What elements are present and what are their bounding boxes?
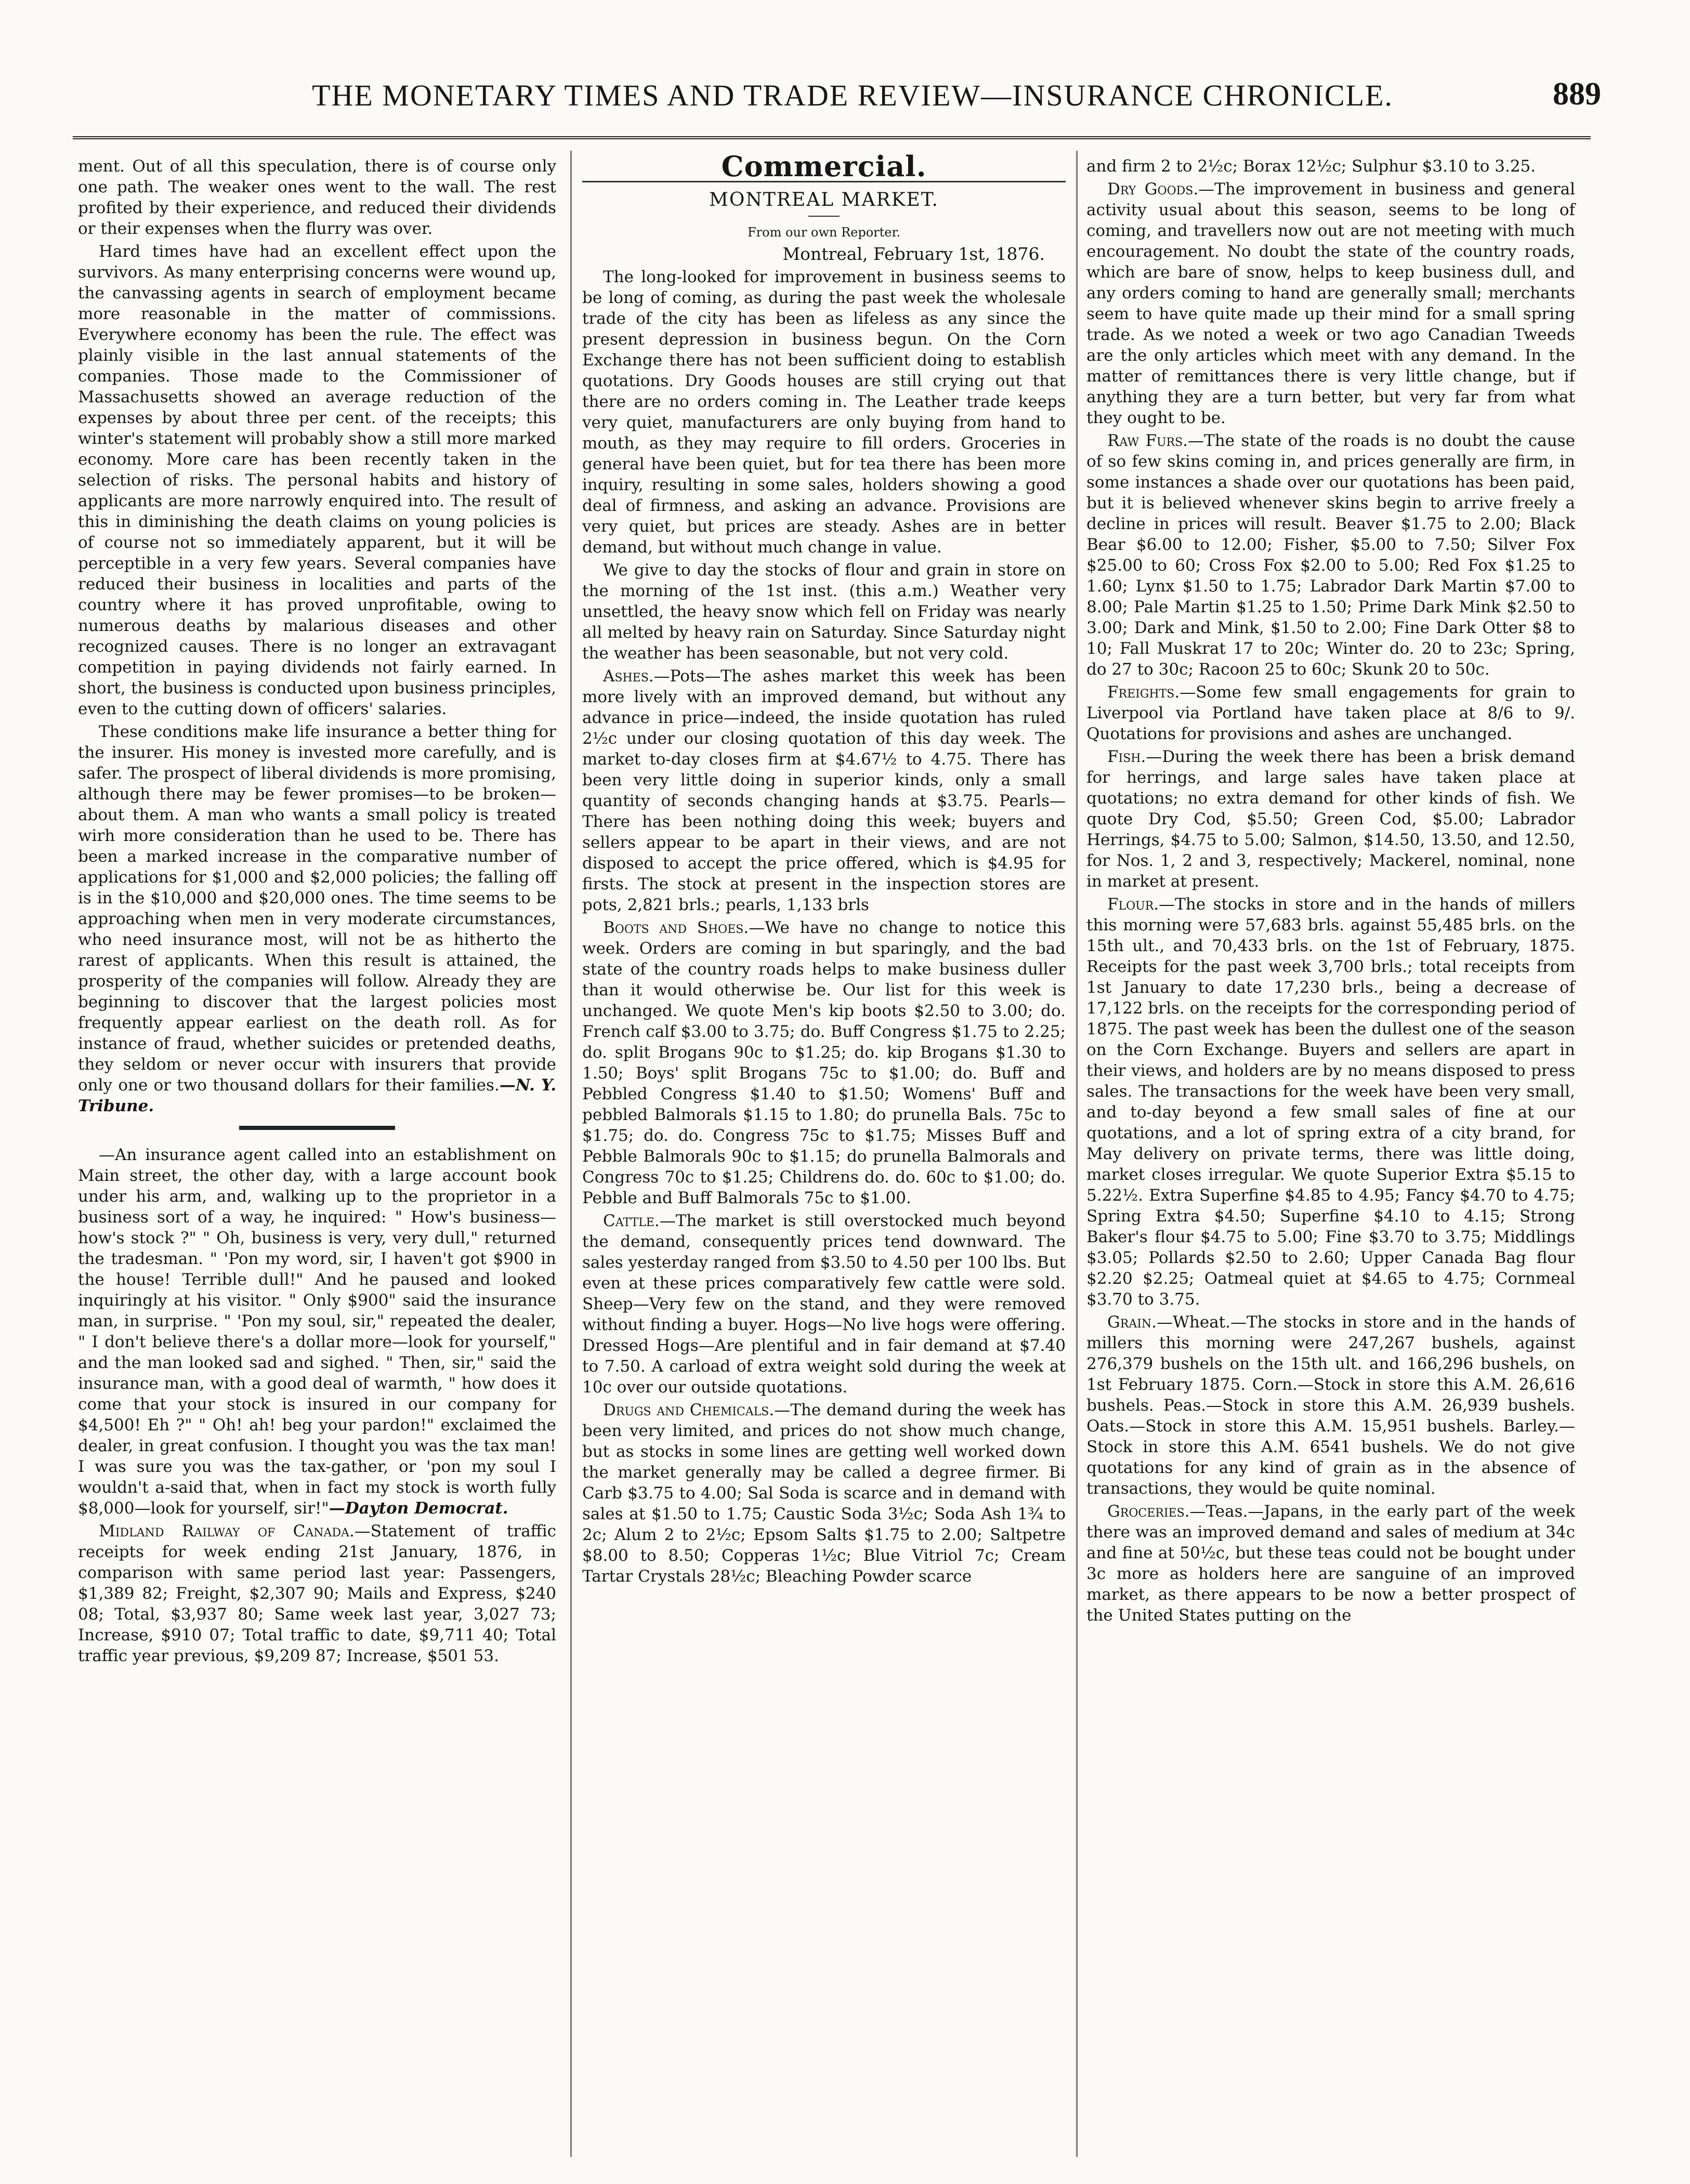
section-title: Commercial. [721,150,927,183]
paragraph [582,917,1066,1208]
paragraph [1086,1501,1575,1626]
paragraph-text: These conditions make life insurance a better thing for the insurer. His money is invested more carefully, and is safer. The prospect of liberal dividends is more promising, although there may be fewer promises—to be broken—about them. A man who wants a small policy is treated wirh more consideration than he used to be. There has been a marked increase in the comparative number of applications for $1,000 and $2,000 policies; the falling off is in the $10,000 and $20,000 ones. The time seems to be approaching when men in very moderate circumstances, who need insurance most, will not be as hitherto the rarest of applicants. When this result is attained, the prosperity of the companies will follow. Already they are beginning to discover that the largest policies most frequently appear earliest on the death roll. As for instance of fraud, whether suicides or pretended deaths, they seldom or never occur with insurers that provide only one or two thousand dollars for their families. [78,722,556,1095]
running-title: THE MONETARY TIMES AND TRADE REVIEW—INSURANCE CHRONICLE. [312,78,1393,112]
paragraph-text: —The demand during the week has been very limited, and prices do not show much change, but as stocks in some lines are getting well worked down the market generally may be called a degree firmer. Bi Carb $3.75 to 4.00; Sal Soda is scarce and in demand with sales at $1.50 to 1.75; Caustic Soda 3½c; Soda Ash 1¾ to 2c; Alum 2 to 2½c; Epsom Salts $1.75 to 2.00; Saltpetre $8.00 to 8.50; Copperas 1½c; Blue Vitriol 7c; Cream Tartar Crystals 28½c; Bleaching Powder scarce [582,1401,1066,1586]
paragraph-text: —Statement of traffic receipts for week ending 21st January, 1876, in comparison with same period last year: Passengers, $1,389 82; Freight, $2,307 90; Mails and Express, $240 08; Total, $3,937 80; Same week last year, 3,027 73; Increase, $910 07; Total traffic to date, $9,711 40; Total traffic year previous, $9,209 87; Increase, $501 53. [78,1522,556,1665]
paragraph: ment. Out of all this speculation, there is of course only one path. The weaker ones went to the wall. The rest profited by their experience, and reduced their dividends or their expenses when the flurry was over. [78,157,556,238]
column-divider [1076,151,1078,2157]
paragraph-text: —Pots—The ashes market this week has been more lively with an improved demand, but without any advance in price—indeed, the inside quotation has ruled 2½c under our closing quotation of this day week. The market to-day closes firm at $4.67½ to 4.75. There has been very little doing in superior kinds, only a small quantity of seconds changing hands at $3.75. Pearls—There has been nothing doing this week; buyers and sellers appear to be apart in their views, and are not disposed to accept the price offered, which is $4.95 for firsts. The stock at present in the inspection stores are pots, 2,821 brls.; pearls, 1,133 brls [582,667,1066,914]
source-credit: —N. Y. Tribune. [78,1076,556,1115]
source-credit: —Dayton Democrat. [329,1499,508,1518]
paragraph-text: —During the week there has been a brisk demand for herrings, and large sales have taken place at quotations; no extra demand for other kinds of fish. We quote Dry Cod, $5.50; Green Cod, $5.00; Labrador Herrings, $4.75 to 5.00; Salmon, $14.50, 13.50, and 12.50, for Nos. 1, 2 and 3, respectively; Mackerel, nominal, none in market at present. [1086,747,1575,891]
run-in-heading: Raw Furs. [1107,431,1188,450]
paragraph [1086,746,1575,892]
run-in-heading: Midland Railway of Canada. [99,1522,355,1541]
paragraph [1086,179,1575,428]
paragraph [582,666,1066,915]
paragraph [1086,1312,1575,1499]
paragraph [78,1144,556,1519]
run-in-heading: Boots and Shoes. [603,918,749,937]
paragraph-text: —Teas.—Japans, in the early part of the week there was an improved demand and sales of medium at 34c and fine at 50½c, but these teas could not be bought under 3c more as holders here are sanguine of an improved market, as there appears to be now a better prospect of the United States putting on the [1086,1502,1575,1625]
paragraph: We give to day the stocks of flour and grain in store on the morning of the 1st inst. (this a.m.) Weather very unsettled, the heavy snow which fell on Friday was nearly all melted by heavy rain on Saturday. Since Saturday night the weather has been seasonable, but not very cold. [582,561,1066,663]
column-3 [1086,156,1575,1628]
paragraph [1086,430,1575,680]
paragraph: Hard times have had an excellent effect upon the survivors. As many enterprising concerns were wound up, the canvassing agents in search of employment became more reasonable in the matter of commissions. Everywhere economy has been the rule. The effect was plainly visible in the last annual statements of the companies. Those made to the Commissioner of Massachusetts showed an average reduction of the expenses by about three per cent. of the receipts; this winter's statement will probably show a still more marked economy. More care has been recently taken in the selection of risks. The personal habits and history of applicants are more narrowly enquired into. The result of this in diminishing the death claims on young policies is of course not so immediately apparent, but it will be perceptible in a very few years. Several companies have reduced their business in localities and parts of the country where it has proved unprofitable, owing to numerous deaths by malarious diseases and other recognized causes. There is no longer an extravagant competition in paying dividends not fairly earned. In short, the business is conducted upon business principles, even to the cutting down of officers' salaries. [78,242,556,718]
run-in-heading: Dry Goods. [1107,180,1199,199]
run-in-heading: Fish. [1107,747,1146,766]
paragraph-text: —The market is still overstocked much beyond the demand, consequently prices tend downward. The sales yesterday ranged from $3.50 to 4.50 per 100 lbs. But even at these prices comparatively few cattle were sold. Sheep—Very few on the stand, and they were removed without finding a buyer. Hogs—No live hogs were offering. Dressed Hogs—Are plentiful and in fair demand at $7.40 to 7.50. A carload of extra weight sold during the week at 10c over our outside quotations. [582,1212,1066,1397]
paragraph [1086,894,1575,1310]
run-in-heading: Cattle. [603,1212,660,1230]
byline: From our own Reporter. [748,225,900,240]
run-in-heading: Drugs and Chemicals. [603,1401,775,1419]
page-number: 889 [1553,76,1601,112]
run-in-heading: Groceries. [1107,1502,1190,1521]
paragraph [582,1211,1066,1398]
paragraph [78,721,556,1116]
paragraph [1086,682,1575,744]
run-in-heading: Freights. [1107,683,1180,702]
column-1 [78,156,556,1668]
paragraph-text: —We have no change to notice this week. Orders are coming in but sparingly, and the bad state of the country roads helps to make business duller than it would otherwise be. Our list for this week is unchanged. We quote Men's kip boots $2.50 to 3.00; do. French calf $3.00 to 3.75; do. Buff Congress $1.75 to 2.25; do. split Brogans 90c to $1.25; do. kip Brogans $1.30 to 1.50; Boys' split Brogans 75c to $1.00; do. Buff and Pebbled Congress $1.40 to $1.50; Womens' Buff and pebbled Balmorals $1.15 to 1.80; do prunella Bals. 75c to $1.75; do. do. Congress 75c to $1.75; Misses Buff and Pebble Balmorals 90c to $1.15; do prunella Balmorals and Congress 70c to $1.25; Childrens do. do. 60c to $1.00; do. Pebble and Buff Balmorals 75c to $1.00. [582,918,1066,1207]
header-rule [73,136,1591,139]
paragraph-text: —The stocks in store and in the hands of millers this morning were 57,683 brls. against 55,485 brls. on the 15th ult., and 70,433 brls. on the 1st of February, 1875. Receipts for the past week 3,700 brls.; total receipts from 1st January to date 17,230 brls., being a decrease of 17,122 brls. on the receipts for the corresponding period of 1875. The past week has been the dullest one of the season on the Corn Exchange. Buyers and sellers are apart in their views, and holders are by no means disposed to press sales. The transactions for the week have been very small, and to-day beyond a few small sales of fine at our quotations, and a lot of spring extra of a city brand, for May delivery on private terms, there was little doing, market closes irregular. We quote Superior Extra $5.15 to 5.22½. Extra Superfine $4.85 to 4.95; Fancy $4.70 to 4.75; Spring Extra $4.50; Superfine $4.10 to 4.15; Strong Baker's flour $4.75 to 5.00; Fine $3.70 to 3.75; Middlings $3.05; Pollards $2.50 to 2.60; Upper Canada Bag flour $2.20 $2.25; Oatmeal quiet at $4.65 to 4.75; Cornmeal $3.70 to 3.75. [1086,895,1575,1309]
run-in-heading: Flour. [1107,895,1159,914]
paragraph-text: —An insurance agent called into an establishment on Main street, the other day, with a large account book under his arm, and, walking up to the proprietor in a business sort of a way, he inquired: " How's business—how's stock ?" " Oh, business is very, very dull," returned the tradesman. " 'Pon my word, sir, I haven't got $900 in the house! Terrible dull!" And he paused and looked inquiringly at his visitor. " Only $900" said the insurance man, in surprise. " 'Pon my soul, sir," repeated the dealer, " I don't believe there's a dollar more—look for yourself," and the man looked sad and sighed. " Then, sir," said the insurance man, with a good deal of warmth, " how does it come that your stock is insured in our company for $4,500! Eh ?" " Oh! ah! beg your pardon!" exclaimed the dealer, in great confusion. I thought you was the tax man! I was sure you was the tax-gather, or 'pon my soul I wouldn't a-said that, when in fact my stock is worth fully $8,000—look for yourself, sir!" [78,1146,556,1518]
paragraph [582,1400,1066,1587]
paragraph: The long-looked for improvement in business seems to be long of coming, as during the past week the wholesale trade of the city has been as lifeless as any since the present depression in business begun. On the Corn Exchange there has not been sufficient doing to establish quotations. Dry Goods houses are still crying out that there are no orders coming in. The Leather trade keeps very quiet, manufacturers are only buying from hand to mouth, as they may require to fill orders. Groceries in general have been quiet, but for tea there has been more inquiry, resulting in some sales, holders showing a good deal of firmness, and asking an advance. Provisions are very quiet, but prices are steady. Ashes are in better demand, but without much change in value. [582,268,1066,557]
run-in-heading: Grain. [1107,1313,1157,1332]
article-separator [239,1126,395,1130]
paragraph-text: —Wheat.—The stocks in store and in the hands of millers this morning were 247,267 bushels, against 276,379 bushels on the 15th ult. and 166,296 bushels, on 1st February 1875. Corn.—Stock in store this A.M. 26,616 bushels. Peas.—Stock in store this A.M. 26,939 bushels. Oats.—Stock in store this A.M. 15,951 bushels. Barley.—Stock in store this A.M. 6541 bushels. We do not give quotations for any kind of grain as in the absence of transactions, they would be quite nominal. [1086,1313,1575,1498]
paragraph-text: —Some few small engagements for grain to Liverpool via Portland have taken place at 8/6 to 9/. Quotations for provisions and ashes are unchanged. [1086,683,1575,743]
run-in-heading: Ashes. [603,667,654,686]
dash-rule [808,216,840,217]
page-header [62,78,1601,125]
column-2 [582,150,1066,1589]
market-title: MONTREAL MARKET. [709,189,939,210]
paragraph-text: —The improvement in business and general activity usual about this season, seems to be long of coming, and travellers now out are not meeting with much encouragement. No doubt the state of the country roads, which are bare of snow, helps to keep business dull, and any orders coming to hand are generally small; merchants seem to have quite made up their mind for a small spring trade. As we noted a week or two ago Canadian Tweeds are the only articles which meet with any demand. In the matter of remittances there is very little change, but if anything they are a turn better, but very far from what they ought to be. [1086,180,1575,427]
paragraph-text: —The state of the roads is no doubt the cause of so few skins coming in, and prices generally are firm, in some instances a shade over our quotations has been paid, but it is believed whenever skins begin to arrive freely a decline in prices will result. Beaver $1.75 to 2.00; Black Bear $6.00 to 12.00; Fisher, $5.00 to 7.50; Silver Fox $25.00 to 60; Cross Fox $2.00 to 5.00; Red Fox $1.25 to 1.60; Lynx $1.50 to 1.75; Labrador Dark Martin $7.00 to 8.00; Pale Martin $1.25 to 1.50; Prime Dark Mink $2.50 to 3.00; Dark and Mink, $1.50 to 2.00; Fine Dark Otter $8 to 10; Fall Muskrat 17 to 20c; Winter do. 20 to 23c; Spring, do 27 to 30c; Racoon 25 to 60c; Skunk 20 to 50c. [1086,431,1575,679]
column-divider [570,151,572,2157]
dateline: Montreal, February 1st, 1876. [782,244,1045,264]
paragraph: and firm 2 to 2½c; Borax 12½c; Sulphur $3.10 to 3.25. [1086,157,1536,176]
paragraph [78,1521,556,1666]
